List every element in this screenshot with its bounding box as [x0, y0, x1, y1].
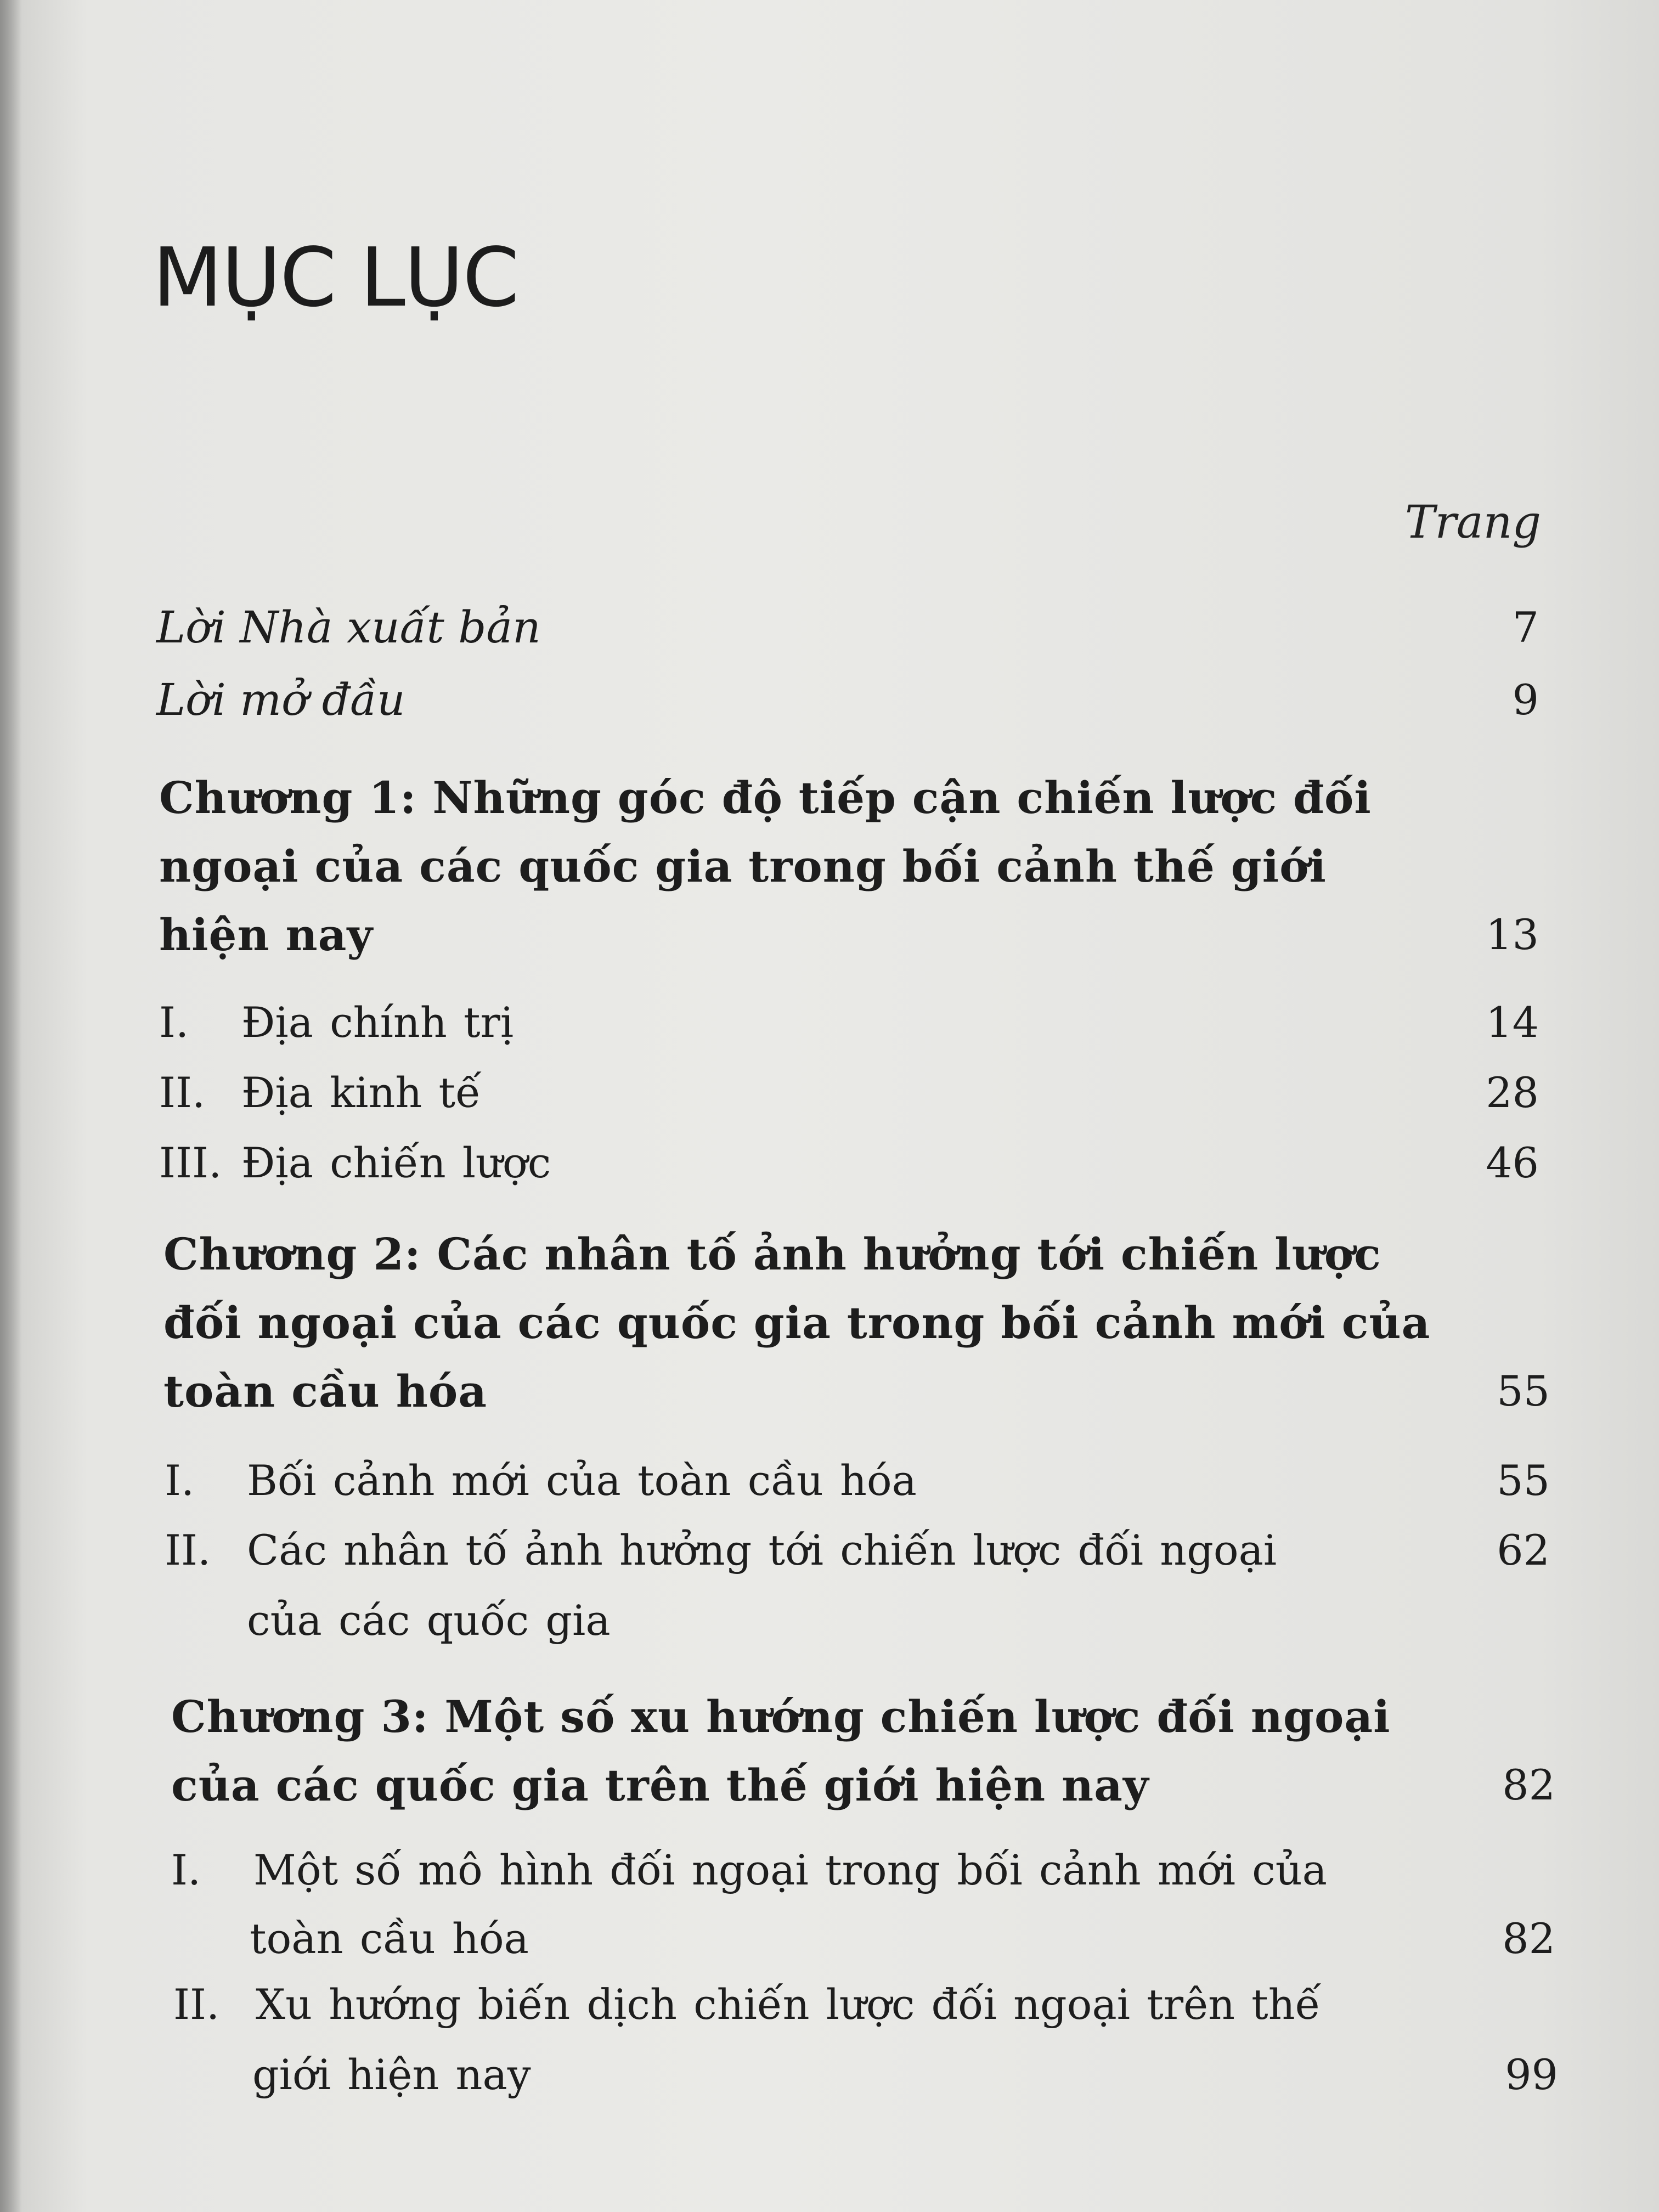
section-number: I. — [165, 1456, 195, 1505]
section-line — [159, 1128, 551, 1198]
toc-entry-text: Lời mở đầu — [156, 674, 405, 725]
section-number: III. — [159, 1138, 222, 1187]
toc-entry-text: Lời Nhà xuất bản — [156, 602, 541, 653]
toc-page-number: 28 — [1486, 1068, 1539, 1117]
section-title: giới hiện nay — [252, 2050, 531, 2099]
section-line — [171, 1835, 1327, 1905]
chapter-title-line: đối ngoại của các quốc gia trong bối cảnh mới của — [163, 1297, 1431, 1348]
page-column-label: Trang — [1404, 496, 1541, 549]
chapter-title-line: hiện nay — [159, 909, 373, 961]
section-number: I. — [159, 998, 189, 1047]
section-title: Các nhân tố ảnh hưởng tới chiến lược đối ngoại — [247, 1526, 1277, 1575]
section-number: II. — [173, 1980, 220, 2029]
section-line — [173, 1970, 1321, 2040]
chapter-title-line: Chương 2: Các nhân tố ảnh hưởng tới chiến lược — [163, 1228, 1381, 1280]
toc-page-number: 14 — [1486, 998, 1539, 1047]
chapter-title-line: ngoại của các quốc gia trong bối cảnh thế giới — [159, 840, 1327, 892]
section-line — [165, 1515, 1277, 1585]
section-title: Bối cảnh mới của toàn cầu hóa — [247, 1456, 917, 1505]
chapter-title-line: toàn cầu hóa — [163, 1365, 488, 1417]
chapter-title-line: Chương 3: Một số xu hướng chiến lược đối ngoại — [171, 1691, 1391, 1742]
toc-page-number: 55 — [1497, 1456, 1550, 1505]
toc-page-number: 82 — [1502, 1914, 1555, 1963]
toc-page-number: 13 — [1486, 910, 1539, 959]
toc-page-number: 7 — [1512, 603, 1539, 652]
section-line — [159, 1058, 481, 1128]
section-title: Xu hướng biến dịch chiến lược đối ngoại trên thế — [256, 1980, 1321, 2029]
toc-page-number: 9 — [1512, 675, 1539, 724]
chapter-title-line: Chương 1: Những góc độ tiếp cận chiến lược đối — [159, 772, 1372, 823]
section-title: Địa chính trị — [241, 998, 514, 1047]
page-gutter-shadow — [0, 0, 22, 2212]
section-number: II. — [165, 1526, 211, 1575]
chapter-title-line: của các quốc gia trên thế giới hiện nay — [171, 1759, 1149, 1811]
toc-page-number: 46 — [1486, 1138, 1539, 1187]
section-title: Địa chiến lược — [241, 1138, 551, 1187]
page-title: MỤC LỤC — [153, 230, 518, 325]
section-title: toàn cầu hóa — [250, 1914, 529, 1963]
toc-page-number: 82 — [1502, 1760, 1555, 1809]
section-line — [159, 988, 514, 1058]
section-number: I. — [171, 1846, 201, 1894]
section-line — [165, 1446, 917, 1516]
toc-page-number: 62 — [1497, 1526, 1550, 1575]
toc-page-number: 99 — [1505, 2050, 1558, 2099]
toc-page-number: 55 — [1497, 1367, 1550, 1415]
section-title: Một số mô hình đối ngoại trong bối cảnh mới của — [253, 1846, 1327, 1894]
section-number: II. — [159, 1068, 206, 1117]
section-title: Địa kinh tế — [241, 1068, 481, 1117]
section-title: của các quốc gia — [247, 1596, 611, 1645]
